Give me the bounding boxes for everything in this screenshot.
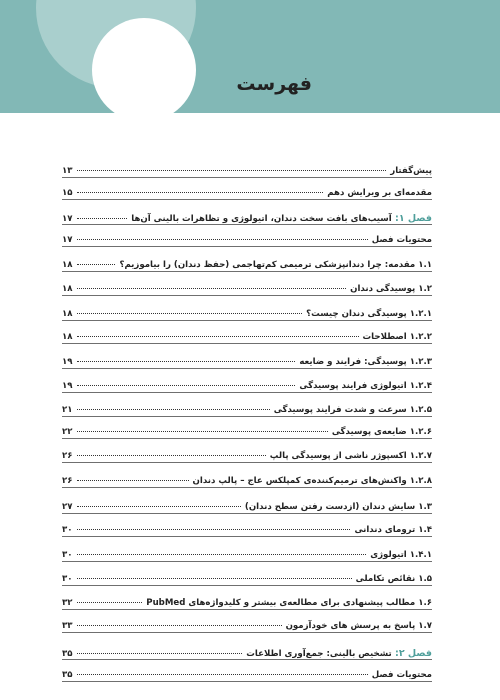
dot-leader	[77, 431, 328, 432]
toc-entry-label: ۱.۵ نقائص تکاملی	[355, 574, 432, 584]
toc-page-number: ۱۸	[62, 260, 73, 270]
toc-entry-label: ۱.۴.۱ اتیولوژی	[370, 550, 432, 560]
dot-leader	[77, 506, 241, 507]
toc-entry-label: ۱.۲.۶ ضایعه‌ی پوسیدگی	[331, 427, 432, 437]
dot-leader	[77, 554, 367, 555]
toc-row[interactable]	[62, 660, 432, 682]
toc-page-number: ۲۶	[62, 451, 73, 461]
dot-leader	[77, 409, 270, 410]
toc-row[interactable]	[62, 369, 432, 393]
toc-page-number: ۱۸	[62, 332, 73, 342]
toc-chapter-row[interactable]	[62, 200, 432, 225]
toc-entry-label: مقدمه‌ای بر ویرایش دهم	[327, 188, 432, 198]
toc-page-number: ۳۰	[62, 525, 73, 535]
toc-row[interactable]	[62, 586, 432, 610]
dot-leader	[77, 313, 303, 314]
toc-page-number: ۱۵	[62, 188, 73, 198]
toc-row[interactable]	[62, 247, 432, 272]
chapter-number: فصل ۱:	[391, 213, 432, 224]
toc-entry-label: ۱.۲.۷ اکسپوژر ناشی از پوسیدگی پالپ	[269, 451, 432, 461]
toc-page-number: ۱۸	[62, 309, 73, 319]
toc-page-number: ۱۳	[62, 166, 73, 176]
toc-page-number: ۱۹	[62, 357, 73, 367]
decorative-circle-white	[92, 18, 196, 113]
toc-page-number: ۳۰	[62, 550, 73, 560]
header-banner	[0, 0, 500, 113]
dot-leader	[77, 288, 347, 289]
toc-page-number: ۱۷	[62, 214, 73, 224]
toc-chapter-row[interactable]	[62, 633, 432, 660]
dot-leader	[77, 674, 368, 675]
toc-entry-label: ۱.۴ ترومای دندانی	[354, 525, 432, 535]
toc-entry-label: محتویات فصل	[371, 670, 432, 680]
toc-entry-label: ۱.۱ مقدمه: چرا دندانپزشکی ترمیمی کم‌تهاجمی (حفظ دندان) را بیاموزیم؟	[119, 260, 432, 270]
toc-entry-label: ۱.۲.۸ واکنش‌های ترمیم‌کننده‌ی کمپلکس عاج – پالپ دندان	[192, 476, 432, 486]
toc-entry-label: پیش‌گفتار	[390, 166, 432, 176]
dot-leader	[77, 653, 243, 654]
dot-leader	[77, 602, 143, 603]
toc-entry-label: ۱.۷ پاسخ به پرسش های خودآزمون	[285, 621, 432, 631]
dot-leader	[77, 218, 128, 219]
toc-page-number: ۱۸	[62, 284, 73, 294]
toc-page-number: ۳۳	[62, 621, 73, 631]
toc-page-number: ۱۹	[62, 381, 73, 391]
dot-leader	[77, 170, 387, 171]
toc-page-number: ۱۷	[62, 235, 73, 245]
toc-row[interactable]	[62, 158, 432, 178]
toc-entry-label: ۱.۶ مطالب پیشنهادی برای مطالعه‌ی بیشتر و کلیدواژه‌های PubMed	[146, 598, 432, 608]
table-of-contents	[62, 158, 432, 682]
toc-entry-label	[129, 213, 432, 224]
chapter-number: فصل ۲:	[391, 648, 432, 659]
toc-row[interactable]	[62, 296, 432, 321]
toc-row[interactable]	[62, 321, 432, 344]
dot-leader	[77, 336, 359, 337]
toc-page-number: ۲۶	[62, 476, 73, 486]
toc-entry-label: ۱.۲.۲ اصطلاحات	[362, 332, 432, 342]
dot-leader	[77, 578, 352, 579]
toc-page-number: ۳۵	[62, 649, 73, 659]
toc-row[interactable]	[62, 344, 432, 369]
toc-entry-label: ۱.۲ پوسیدگی دندان	[350, 284, 432, 294]
toc-row[interactable]	[62, 178, 432, 200]
dot-leader	[77, 239, 368, 240]
toc-entry-label: ۱.۳ سایش دندان (ازدست رفتن سطح دندان)	[244, 502, 432, 512]
toc-row[interactable]	[62, 463, 432, 488]
toc-row[interactable]	[62, 225, 432, 247]
toc-page-number: ۲۲	[62, 427, 73, 437]
toc-entry-label: ۱.۲.۱ پوسیدگی دندان چیست؟	[306, 309, 432, 319]
dot-leader	[77, 385, 296, 386]
toc-row[interactable]	[62, 272, 432, 296]
toc-page-number: ۳۲	[62, 598, 73, 608]
dot-leader	[77, 455, 266, 456]
chapter-title: آسیب‌های بافت سخت دندان، اتیولوژی و تظاهرات بالینی آن‌ها	[131, 214, 392, 224]
toc-row[interactable]	[62, 393, 432, 417]
toc-page-number: ۳۰	[62, 574, 73, 584]
toc-page-number: ۳۵	[62, 670, 73, 680]
dot-leader	[77, 361, 296, 362]
dot-leader	[77, 192, 324, 193]
toc-entry-label: محتویات فصل	[371, 235, 432, 245]
toc-row[interactable]	[62, 537, 432, 562]
toc-row[interactable]	[62, 417, 432, 439]
chapter-title: تشخیص بالینی: جمع‌آوری اطلاعات	[246, 649, 392, 659]
toc-entry-label	[244, 648, 432, 659]
toc-row[interactable]	[62, 562, 432, 586]
dot-leader	[77, 529, 351, 530]
toc-row[interactable]	[62, 439, 432, 463]
dot-leader	[77, 625, 282, 626]
toc-entry-label: ۱.۲.۳ پوسیدگی: فرایند و ضایعه	[299, 357, 432, 367]
toc-page-number: ۲۷	[62, 502, 73, 512]
dot-leader	[77, 264, 116, 265]
toc-page-number: ۲۱	[62, 405, 73, 415]
toc-entry-label: ۱.۲.۴ اتیولوژی فرایند پوسیدگی	[299, 381, 432, 391]
toc-row[interactable]	[62, 514, 432, 537]
dot-leader	[77, 480, 189, 481]
toc-row[interactable]	[62, 488, 432, 514]
toc-entry-label: ۱.۲.۵ سرعت و شدت فرایند پوسیدگی	[273, 405, 432, 415]
page-title: فهرست	[236, 73, 312, 95]
toc-row[interactable]	[62, 610, 432, 633]
